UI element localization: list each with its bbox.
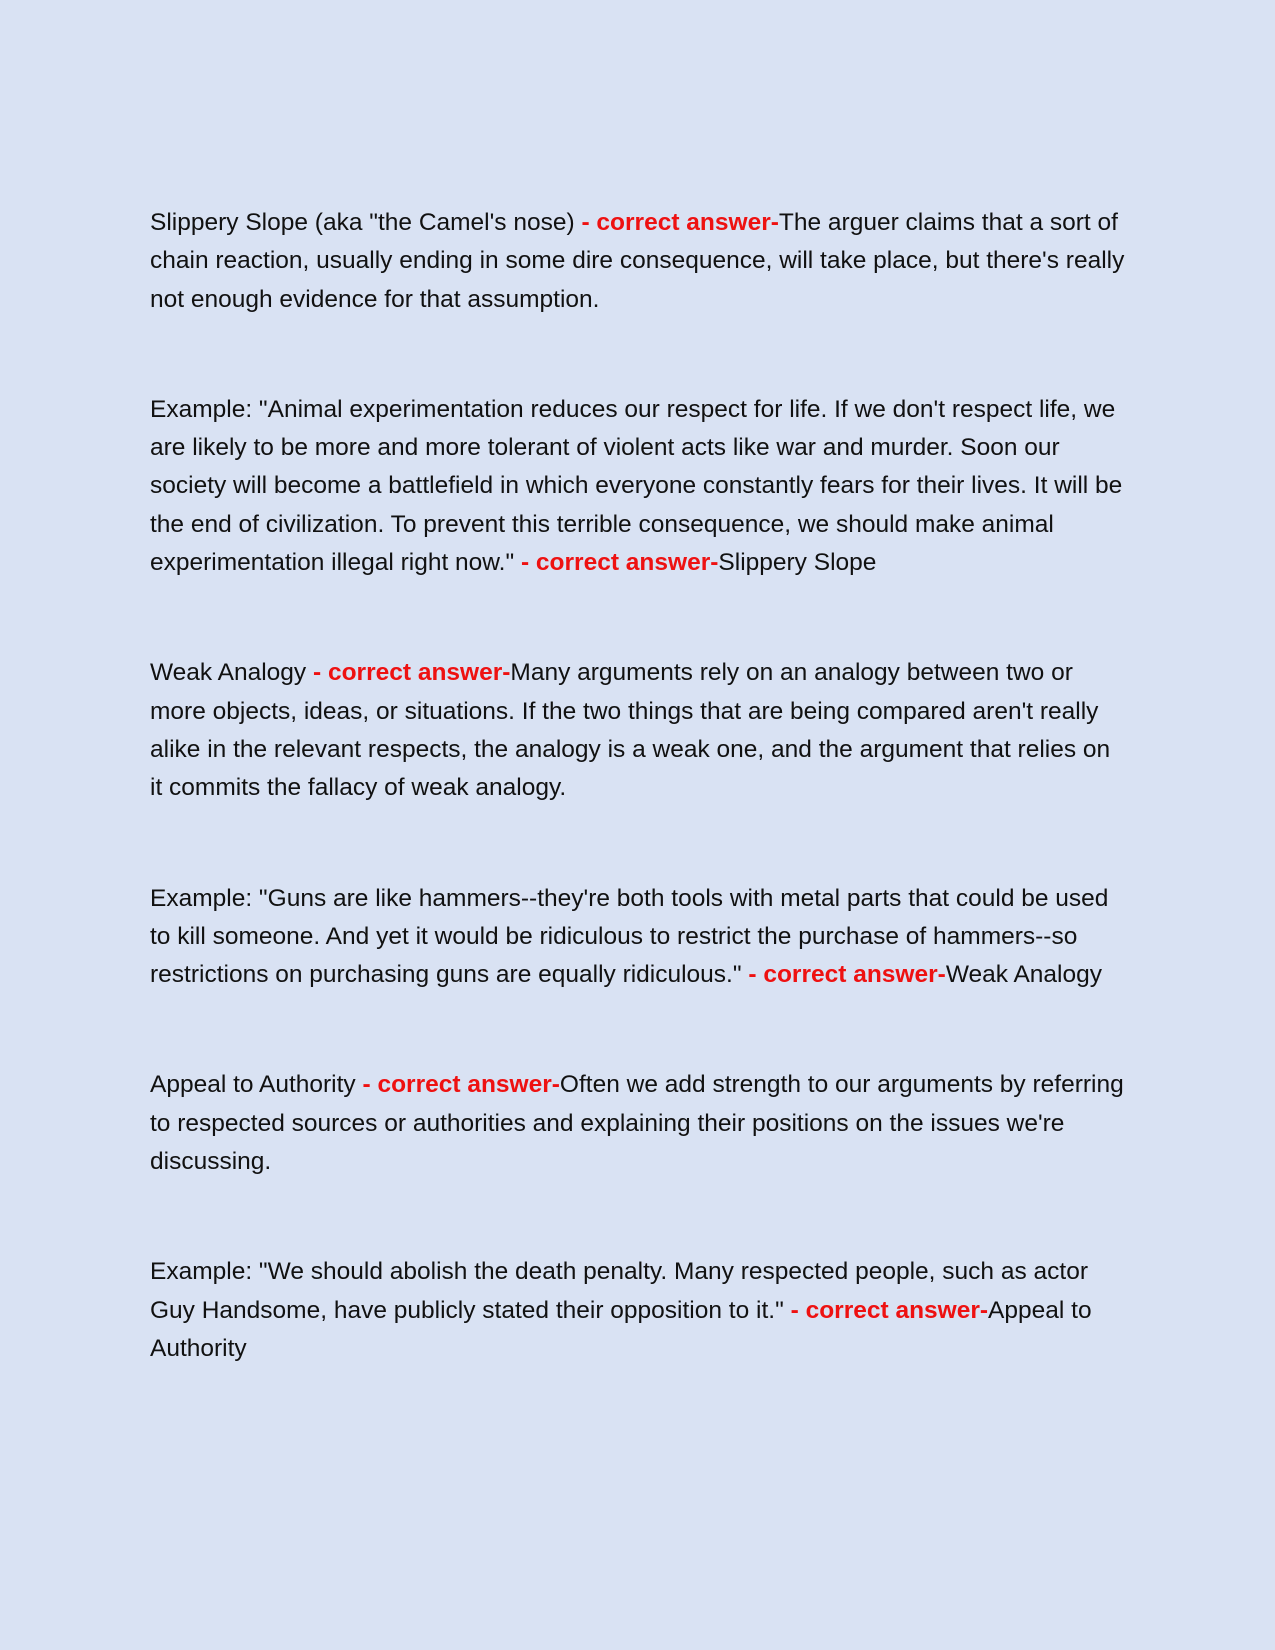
answer-text: The arguer claims that a sort of chain reaction, usually ending in some dire consequence, will take place, but there's really not enough evidence for that assumption. — [150, 209, 1125, 313]
correct-answer-tag: - correct answer- — [790, 1296, 989, 1324]
correct-answer-tag: - correct answer- — [362, 1071, 560, 1099]
question-text: Example: "Animal experimentation reduces our respect for life. If we don't respect life, we are likely to be more and more tolerant of violent acts like war and murder. Soon our society will become a battlefield in which everyone constantly fears for their lives. It will be the end of civilization. To prevent this terrible consequence, we should make animal experimentation illegal right now." — [150, 395, 1123, 577]
qa-entry — [150, 654, 1125, 807]
question-text: Weak Analogy — [150, 659, 313, 687]
qa-entry — [150, 1253, 1125, 1368]
question-text: Appeal to Authority — [150, 1071, 363, 1099]
qa-entry — [150, 1066, 1125, 1181]
correct-answer-tag: - correct answer- — [312, 659, 511, 687]
correct-answer-tag: - correct answer- — [581, 209, 779, 236]
qa-entry — [150, 204, 1125, 319]
correct-answer-tag: - correct answer- — [520, 549, 719, 577]
qa-entry — [150, 880, 1125, 995]
answer-text: Slippery Slope — [718, 549, 877, 577]
answer-text: Appeal to Authority — [150, 1296, 1092, 1362]
question-text: Example: "Guns are like hammers--they're both tools with metal parts that could be used to kill someone. And yet it would be ridiculous to restrict the purchase of hammers--so restrictions on purchasing guns are equally ridiculous." — [150, 884, 1109, 989]
qa-entry — [150, 391, 1125, 582]
answer-text: Many arguments rely on an analogy between two or more objects, ideas, or situations. If the two things that are being compared aren't really alike in the relevant respects, the analogy is a weak one, and the argument that relies on it commits the fallacy of weak analogy. — [150, 659, 1111, 802]
question-text: Slippery Slope (aka "the Camel's nose) — [150, 209, 582, 236]
document-page — [150, 204, 1125, 1440]
question-text: Example: "We should abolish the death penalty. Many respected people, such as actor Guy Handsome, have publicly stated their opposition to it." — [150, 1258, 1088, 1324]
answer-text: Often we add strength to our arguments by referring to respected sources or authorities and explaining their positions on the issues we're discussing. — [150, 1071, 1124, 1176]
correct-answer-tag: - correct answer- — [748, 961, 946, 989]
answer-text: Weak Analogy — [945, 961, 1102, 989]
